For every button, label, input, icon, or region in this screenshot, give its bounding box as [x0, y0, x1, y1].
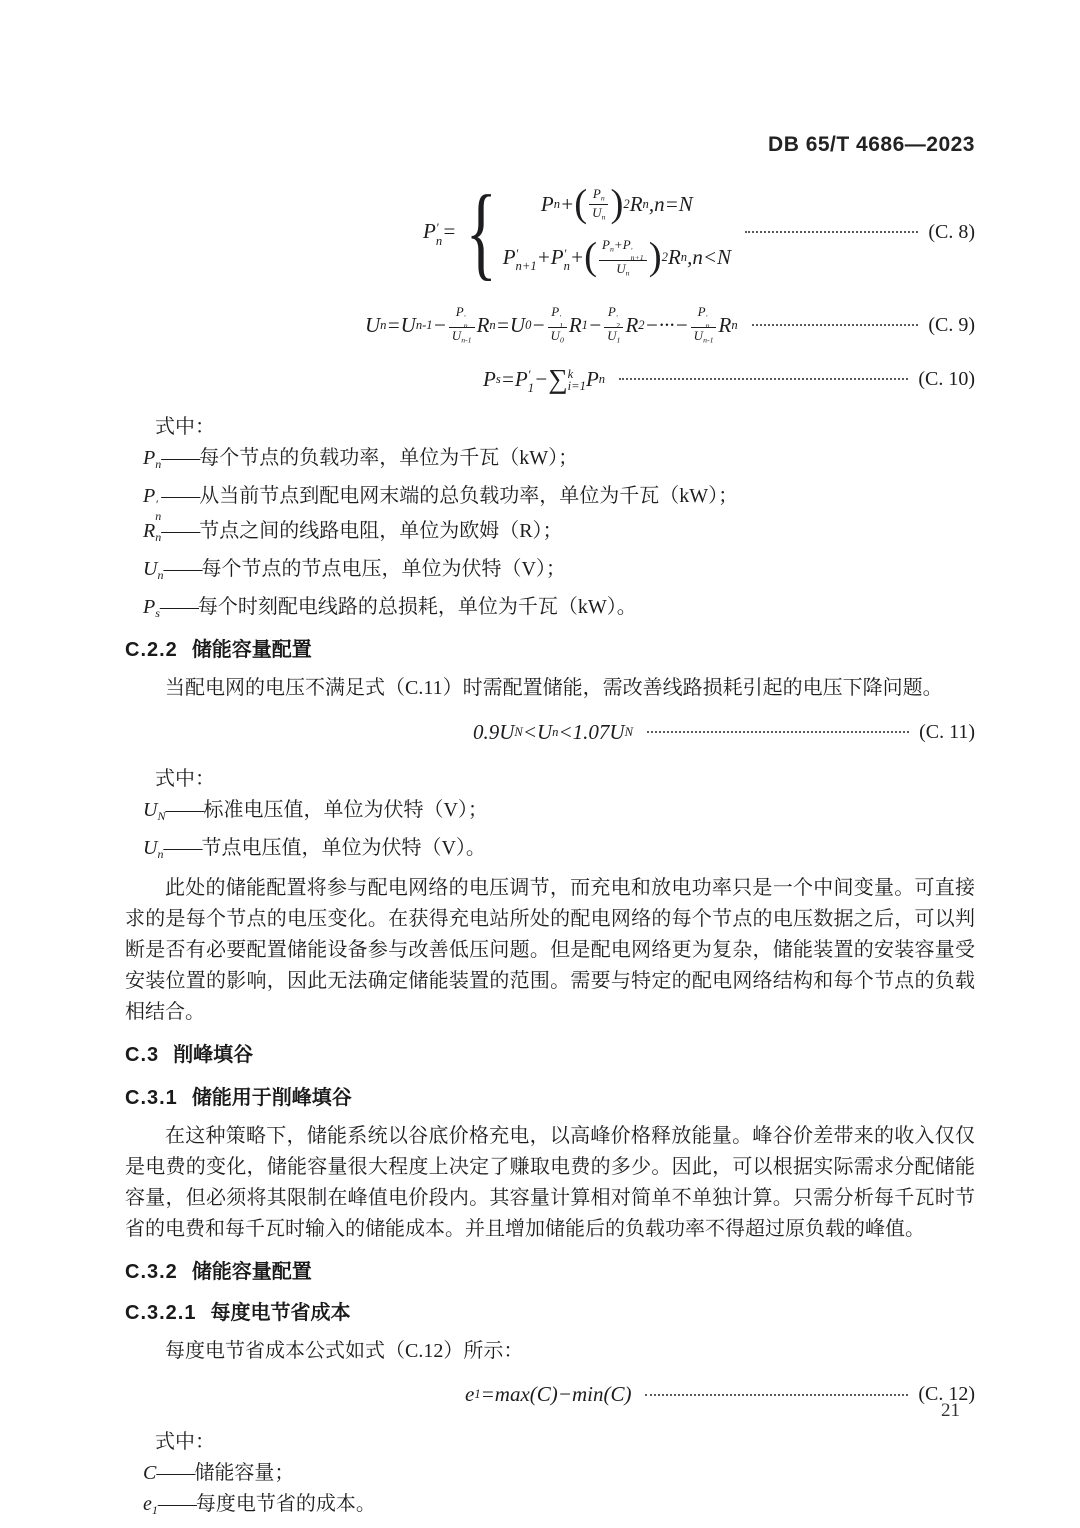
section-heading-c22 [125, 637, 975, 663]
symbol: $R_n$ [143, 520, 162, 545]
where-label: 式中： [155, 1430, 215, 1453]
symbol-description: 每度电节省的成本。 [195, 1493, 376, 1516]
doc-code: DB 65/T 4686—2023 [768, 133, 975, 156]
symbol: $U_N$ [143, 799, 166, 824]
symbol: $e_1$ [143, 1493, 158, 1518]
symbol-list-2 [143, 795, 975, 870]
symbol-item [143, 443, 975, 481]
equation-c9-number: (C. 9) [928, 313, 975, 336]
where-label: 式中： [155, 416, 215, 438]
section-heading-c3 [125, 1042, 975, 1068]
paragraph: 当配电网的电压不满足式（C.11）时需配置储能，需改善线路损耗引起的电压下降问题。 [165, 677, 943, 700]
equation-c8 [125, 172, 975, 290]
symbol: C [143, 1461, 157, 1484]
equation-c8-number: (C. 8) [928, 220, 975, 243]
symbol-item [143, 481, 975, 523]
equation-c11-number: (C. 11) [919, 720, 975, 743]
equation-c12-number: (C. 12) [918, 1383, 975, 1406]
symbol-description: 标准电压值，单位为伏特（V）； [203, 799, 488, 822]
document-header [768, 133, 975, 157]
symbol-item [143, 795, 975, 833]
symbol-dash: —— [156, 1461, 195, 1484]
dotted-leader [752, 324, 919, 326]
symbol-item [143, 833, 975, 871]
symbol-description: 储能容量； [194, 1461, 295, 1484]
section-number: C.3.2.1 [125, 1301, 197, 1324]
symbol-item [143, 516, 975, 554]
section-number: C.3.2 [125, 1260, 178, 1283]
paragraph: 在这种策略下，储能系统以谷底价格充电，以高峰价格释放能量。峰谷价差带来的收入仅仅是电费的变化，储能容量很大程度上决定了赚取电费的多少。因此，可以根据实际需求分配储能容量，但必须将其限制在峰值电价段内。其容量计算相对简单不单独计算。只需分析每千瓦时节省的电费和每千瓦时输入的储能成本。并且增加储能后的负载功率不得超过原负载的峰值。 [125, 1124, 975, 1240]
equation-c12-formula: e 1 =max(C)−min(C) [465, 1382, 632, 1407]
section-number: C.3.1 [125, 1086, 178, 1109]
symbol-dash: —— [161, 484, 200, 507]
section-title: 储能容量配置 [191, 1260, 312, 1283]
equation-c8-formula: P ′ n = { P n + ( $\frac{P_n}{U_n}$ ) 2 R n ,n=N P ′ n+1 + P ′ n + ( $P_n+P$ ′ n+1 $U_n$ ) 2 R n ,n<N [423, 172, 731, 290]
symbol-list-3 [143, 1458, 975, 1527]
paragraph: 此处的储能配置将参与配电网络的电压调节，而充电和放电功率只是一个中间变量。可直接求的是每个节点的电压变化。在获得充电站所处的配电网络的每个节点的电压数据之后，可以判断是否有必要配置储能设备参与改善低压问题。但是配电网络更为复杂，储能装置的安装容量受安装位置的影响，因此无法确定储能装置的范围。需要与特定的配电网络结构和每个节点的负载相结合。 [125, 876, 975, 1023]
equation-c11-formula: 0.9 U N < U n <1.07 U N [473, 719, 633, 744]
dotted-leader [745, 231, 918, 233]
symbol-description: 从当前节点到配电网末端的总负载功率，单位为千瓦（kW）； [199, 484, 739, 507]
where-label: 式中： [155, 768, 215, 791]
symbol-dash: —— [163, 557, 202, 580]
section-number: C.2.2 [125, 639, 178, 662]
section-title: 储能用于削峰填谷 [191, 1086, 352, 1109]
equation-c9-formula: U n = U n-1 − P ′ n $U_{n-1}$ R n = U 0 − P ′ 1 $U_0$ R 1 − P ′ 2 $U_1$ R 2 −···− P ′ n $U_{n-1}$ R n [365, 304, 738, 345]
page-number: 21 [941, 1400, 960, 1421]
symbol-description: 每个节点的节点电压，单位为伏特（V）； [201, 557, 566, 580]
section-heading-c32 [125, 1259, 975, 1285]
dotted-leader [645, 1394, 908, 1396]
symbol-item [143, 592, 975, 630]
symbol-item [143, 1458, 975, 1490]
paragraph: 每度电节省成本公式如式（C.12）所示： [165, 1339, 524, 1362]
symbol-item [143, 1489, 975, 1527]
symbol: $P_s$ [143, 595, 160, 620]
symbol: P ′ n [143, 484, 162, 523]
symbol-description: 节点电压值，单位为伏特（V）。 [201, 837, 486, 860]
equation-c10-number: (C. 10) [918, 367, 975, 390]
symbol-description: 每个时刻配电线路的总损耗，单位为千瓦（kW）。 [197, 595, 637, 618]
equation-c12 [125, 1375, 975, 1415]
symbol-description: 每个节点的负载功率，单位为千瓦（kW）； [199, 447, 579, 469]
symbol-description: 节点之间的线路电阻，单位为欧姆（R）； [199, 520, 563, 543]
equation-c10 [125, 358, 975, 400]
symbol-dash: —— [161, 447, 200, 469]
symbol: $U_n$ [143, 557, 164, 583]
symbol-list-1 [143, 443, 975, 629]
symbol: $P_n$ [143, 447, 162, 472]
symbol-dash: —— [163, 837, 202, 860]
section-title: 储能容量配置 [191, 639, 312, 662]
section-number: C.3 [125, 1043, 160, 1066]
equation-c9 [125, 302, 975, 348]
page-content [125, 172, 975, 1527]
symbol: $U_n$ [143, 837, 164, 862]
symbol-dash: —— [159, 595, 198, 618]
symbol-item [143, 554, 975, 592]
section-heading-c321 [125, 1300, 975, 1326]
equation-c10-formula: P s = P ′ 1 − ∑ k i=1 P n [483, 363, 606, 395]
symbol-dash: —— [165, 799, 204, 822]
section-heading-c31 [125, 1085, 975, 1111]
dotted-leader [647, 731, 909, 733]
equation-c11 [125, 712, 975, 752]
symbol-dash: —— [157, 1493, 196, 1516]
dotted-leader [619, 378, 908, 380]
section-title: 每度电节省成本 [210, 1301, 351, 1324]
symbol-dash: —— [161, 520, 200, 543]
section-title: 削峰填谷 [173, 1043, 254, 1066]
